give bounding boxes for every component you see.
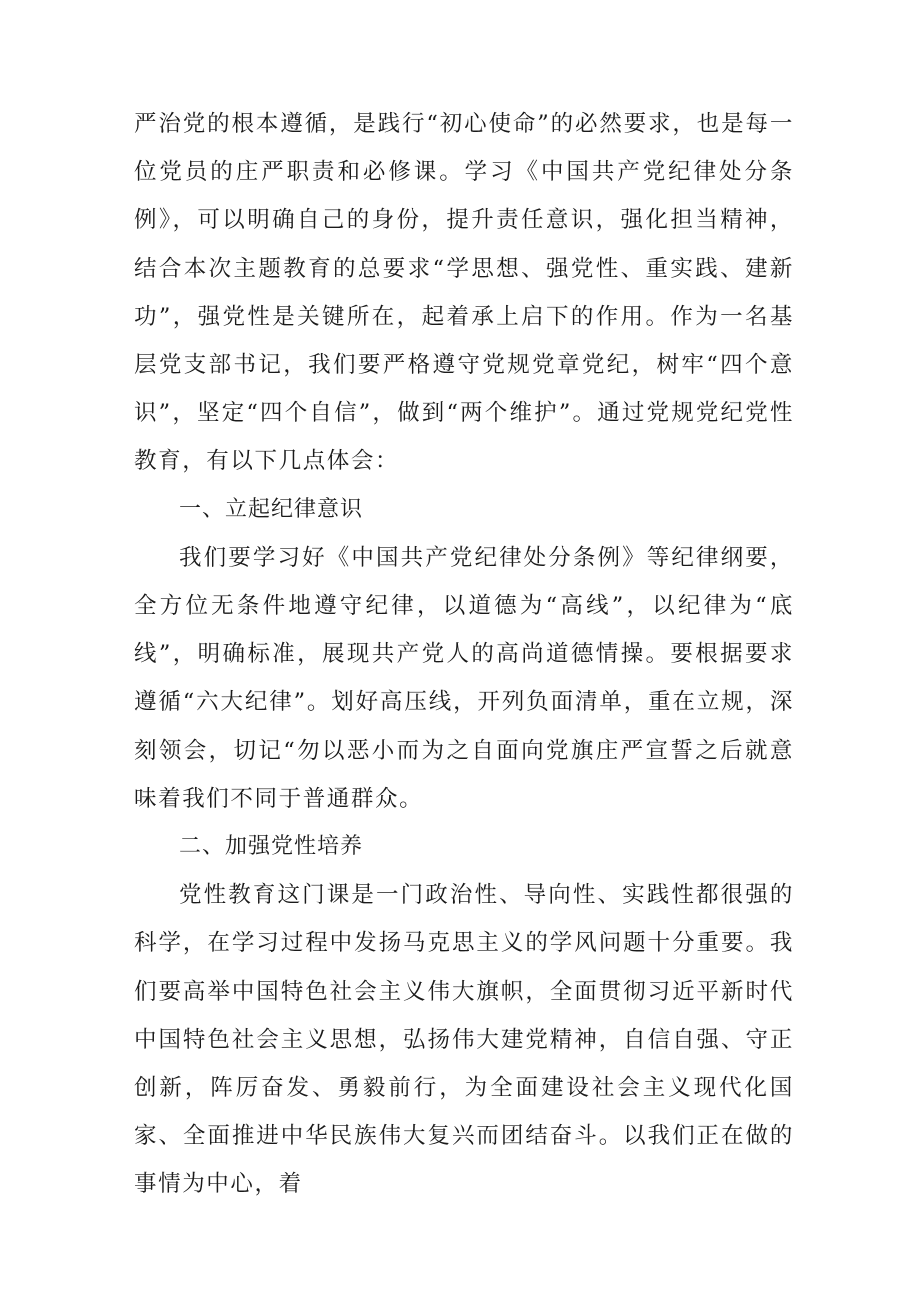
document-body xyxy=(134,100,794,1209)
discipline-paragraph: 我们要学习好《中国共产党纪律处分条例》等纪律纲要，全方位无条件地遵守纪律，以道德为“高线”，以纪律为“底线”，明确标准，展现共产党人的高尚道德情操。要根据要求遵循“六大纪律”。划好高压线，开列负面清单，重在立规，深刻领会，切记“勿以恶小而为之自面向党旗庄严宣誓之后就意味着我们不同于普通群众。 xyxy=(134,544,794,812)
section-heading-discipline: 一、立起纪律意识 xyxy=(179,496,364,522)
party-spirit-paragraph: 党性教育这门课是一门政治性、导向性、实践性都很强的科学，在学习过程中发扬马克思主义的学风问题十分重要。我们要高举中国特色社会主义伟大旗帜，全面贯彻习近平新时代中国特色社会主义思想，弘扬伟大建党精神，自信自强、守正创新，阵厉奋发、勇毅前行，为全面建设社会主义现代化国家、全面推进中华民族伟大复兴而团结奋斗。以我们正在做的事情为中心，着 xyxy=(134,882,794,1198)
intro-paragraph: 严治党的根本遵循，是践行“初心使命”的必然要求，也是每一位党员的庄严职责和必修课。学习《中国共产党纪律处分条例》，可以明确自己的身份，提升责任意识，强化担当精神，结合本次主题教育的总要求“学思想、强党性、重实践、建新功”，强党性是关键所在，起着承上启下的作用。作为一名基层党支部书记，我们要严格遵守党规党章党纪，树牢“四个意识”，坚定“四个自信”，做到“两个维护”。通过党规党纪党性教育，有以下几点体会： xyxy=(134,111,794,475)
section-heading-party-spirit: 二、加强党性培养 xyxy=(179,834,364,860)
